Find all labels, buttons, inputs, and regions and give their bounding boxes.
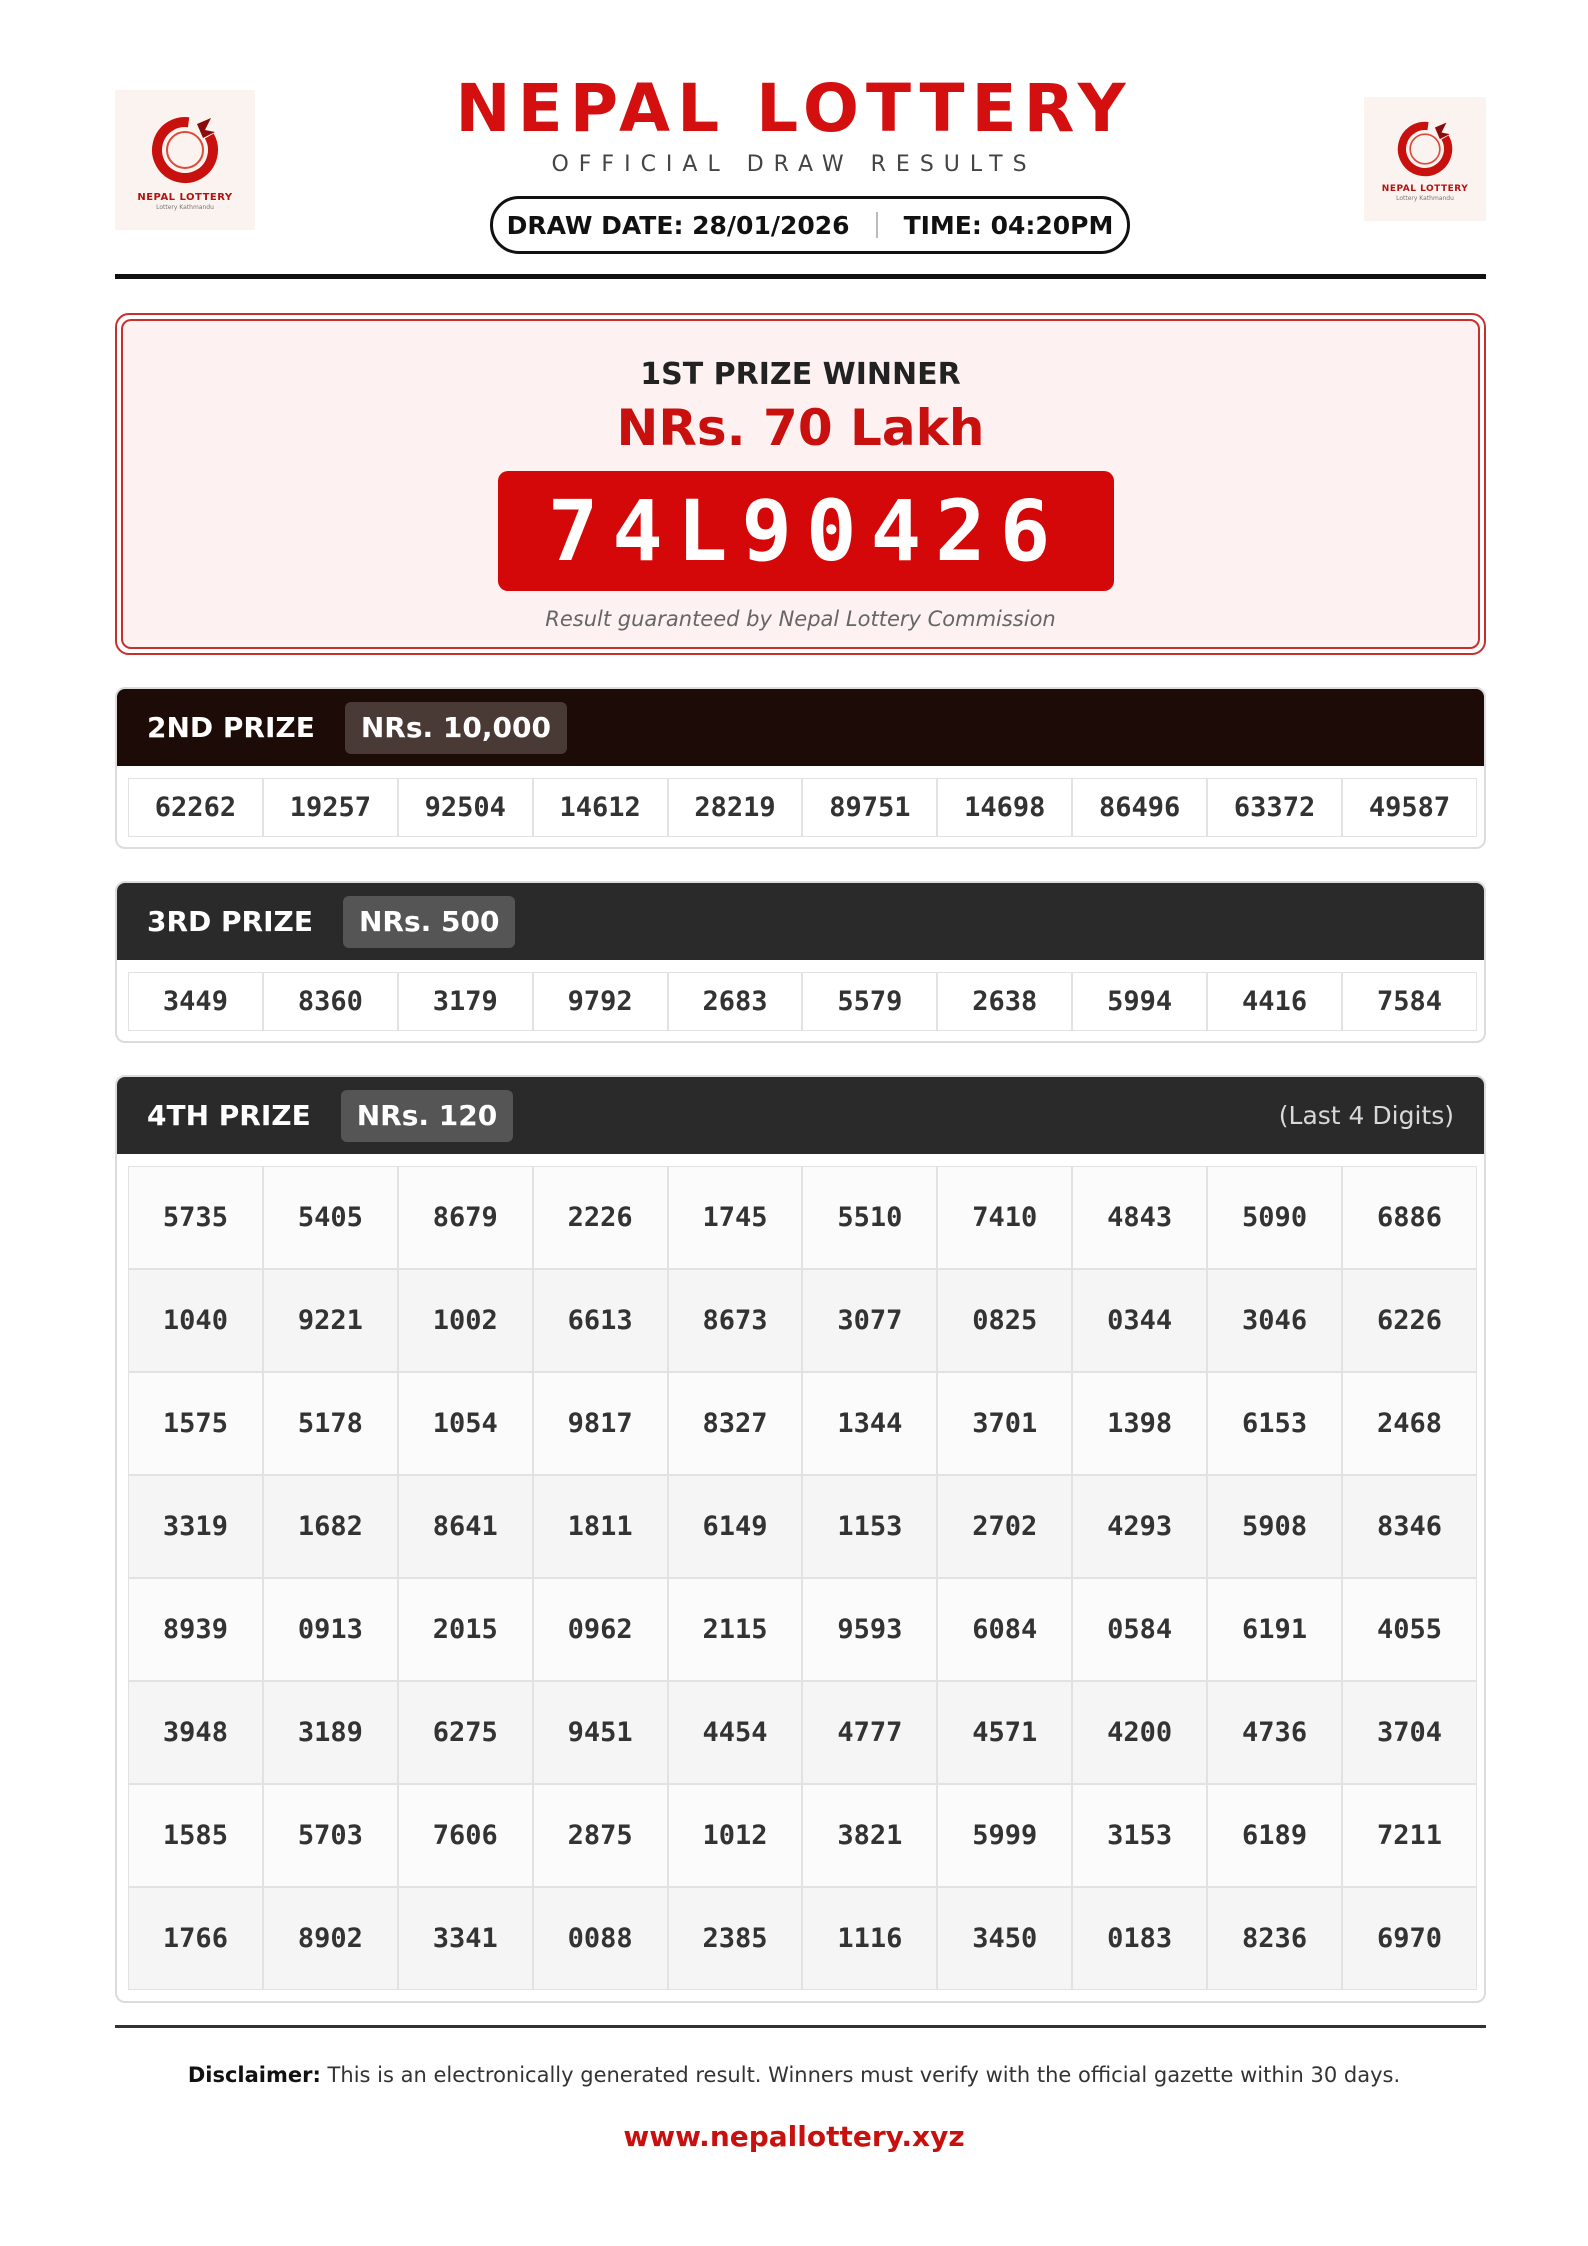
number-cell: 0584 [1072, 1578, 1207, 1681]
number-cell: 4777 [802, 1681, 937, 1784]
number-cell: 6189 [1207, 1784, 1342, 1887]
number-cell: 6970 [1342, 1887, 1477, 1990]
page-title: NEPAL LOTTERY [455, 70, 1133, 147]
first-prize-label: 1ST PRIZE WINNER [640, 357, 961, 392]
number-cell: 4416 [1207, 972, 1342, 1031]
number-cell: 2875 [533, 1784, 668, 1887]
website-link[interactable]: www.nepallottery.xyz [623, 2120, 965, 2153]
number-cell: 49587 [1342, 778, 1477, 837]
number-cell: 5908 [1207, 1475, 1342, 1578]
number-cell: 7606 [398, 1784, 533, 1887]
second-prize-label: 2ND PRIZE [147, 711, 315, 744]
number-cell: 6191 [1207, 1578, 1342, 1681]
number-cell: 6886 [1342, 1166, 1477, 1269]
number-cell: 3319 [128, 1475, 263, 1578]
number-cell: 5579 [802, 972, 937, 1031]
number-cell: 3821 [802, 1784, 937, 1887]
number-cell: 6149 [668, 1475, 803, 1578]
number-cell: 3046 [1207, 1269, 1342, 1372]
number-cell: 0183 [1072, 1887, 1207, 1990]
number-cell: 6084 [937, 1578, 1072, 1681]
number-cell: 14698 [937, 778, 1072, 837]
number-cell: 2702 [937, 1475, 1072, 1578]
fourth-prize-section [115, 1075, 1486, 2003]
number-cell: 5405 [263, 1166, 398, 1269]
first-prize-number-box [498, 471, 1114, 591]
number-cell: 9792 [533, 972, 668, 1031]
fourth-prize-label: 4TH PRIZE [147, 1099, 311, 1132]
fourth-prize-grid [128, 1166, 1477, 1990]
number-cell: 4454 [668, 1681, 803, 1784]
number-cell: 6613 [533, 1269, 668, 1372]
number-cell: 9593 [802, 1578, 937, 1681]
number-cell: 86496 [1072, 778, 1207, 837]
number-cell: 0825 [937, 1269, 1072, 1372]
disclaimer [0, 2063, 1588, 2087]
number-cell: 2385 [668, 1887, 803, 1990]
first-prize-number: 74L90426 [547, 482, 1065, 580]
second-prize-header [117, 689, 1484, 766]
number-cell: 0088 [533, 1887, 668, 1990]
draw-time: TIME: 04:20PM [903, 210, 1114, 240]
number-cell: 4571 [937, 1681, 1072, 1784]
number-cell: 0913 [263, 1578, 398, 1681]
logo-text: NEPAL LOTTERY [1381, 184, 1469, 194]
third-prize-grid [128, 972, 1477, 1031]
number-cell: 3341 [398, 1887, 533, 1990]
draw-date: DRAW DATE: 28/01/2026 [506, 210, 850, 240]
number-cell: 1766 [128, 1887, 263, 1990]
number-cell: 5994 [1072, 972, 1207, 1031]
first-prize-amount: NRs. 70 Lakh [616, 399, 985, 457]
number-cell: 5510 [802, 1166, 937, 1269]
first-prize-inner [121, 319, 1480, 649]
number-cell: 4843 [1072, 1166, 1207, 1269]
number-cell: 3948 [128, 1681, 263, 1784]
number-cell: 8902 [263, 1887, 398, 1990]
page-subtitle: OFFICIAL DRAW RESULTS [551, 152, 1037, 177]
number-cell: 2683 [668, 972, 803, 1031]
number-cell: 6226 [1342, 1269, 1477, 1372]
number-cell: 2015 [398, 1578, 533, 1681]
number-cell: 6275 [398, 1681, 533, 1784]
number-cell: 4055 [1342, 1578, 1477, 1681]
number-cell: 14612 [533, 778, 668, 837]
number-cell: 9221 [263, 1269, 398, 1372]
first-prize-note: Result guaranteed by Nepal Lottery Commission [545, 607, 1056, 631]
number-cell: 5735 [128, 1166, 263, 1269]
number-cell: 0962 [533, 1578, 668, 1681]
number-cell: 1054 [398, 1372, 533, 1475]
logo-subtext: Lottery Kathmandu [156, 203, 214, 211]
number-cell: 89751 [802, 778, 937, 837]
number-cell: 1002 [398, 1269, 533, 1372]
number-cell: 62262 [128, 778, 263, 837]
number-cell: 1585 [128, 1784, 263, 1887]
number-cell: 1116 [802, 1887, 937, 1990]
draw-date-pill [490, 196, 1130, 254]
number-cell: 2638 [937, 972, 1072, 1031]
third-prize-header [117, 883, 1484, 960]
number-cell: 9817 [533, 1372, 668, 1475]
number-cell: 3450 [937, 1887, 1072, 1990]
number-cell: 6153 [1207, 1372, 1342, 1475]
number-cell: 1344 [802, 1372, 937, 1475]
number-cell: 5999 [937, 1784, 1072, 1887]
number-cell: 8641 [398, 1475, 533, 1578]
number-cell: 7584 [1342, 972, 1477, 1031]
number-cell: 5178 [263, 1372, 398, 1475]
number-cell: 1012 [668, 1784, 803, 1887]
number-cell: 2468 [1342, 1372, 1477, 1475]
disclaimer-text: This is an electronically generated result. Winners must verify with the official gazette within 30 days. [320, 2063, 1401, 2087]
number-cell: 7410 [937, 1166, 1072, 1269]
number-cell: 8236 [1207, 1887, 1342, 1990]
number-cell: 5703 [263, 1784, 398, 1887]
number-cell: 1040 [128, 1269, 263, 1372]
number-cell: 4200 [1072, 1681, 1207, 1784]
number-cell: 1811 [533, 1475, 668, 1578]
third-prize-label: 3RD PRIZE [147, 905, 313, 938]
number-cell: 1682 [263, 1475, 398, 1578]
fourth-prize-amount: NRs. 120 [341, 1090, 514, 1142]
number-cell: 3179 [398, 972, 533, 1031]
number-cell: 3449 [128, 972, 263, 1031]
number-cell: 8360 [263, 972, 398, 1031]
number-cell: 4736 [1207, 1681, 1342, 1784]
second-prize-grid [128, 778, 1477, 837]
footer-rule [115, 2025, 1486, 2028]
number-cell: 1575 [128, 1372, 263, 1475]
number-cell: 8673 [668, 1269, 803, 1372]
fourth-prize-note: (Last 4 Digits) [1278, 1101, 1454, 1130]
number-cell: 4293 [1072, 1475, 1207, 1578]
number-cell: 9451 [533, 1681, 668, 1784]
number-cell: 0344 [1072, 1269, 1207, 1372]
number-cell: 8327 [668, 1372, 803, 1475]
number-cell: 3704 [1342, 1681, 1477, 1784]
number-cell: 19257 [263, 778, 398, 837]
number-cell: 1398 [1072, 1372, 1207, 1475]
number-cell: 7211 [1342, 1784, 1477, 1887]
number-cell: 8939 [128, 1578, 263, 1681]
number-cell: 3189 [263, 1681, 398, 1784]
number-cell: 2226 [533, 1166, 668, 1269]
number-cell: 2115 [668, 1578, 803, 1681]
fourth-prize-header [117, 1077, 1484, 1154]
number-cell: 8346 [1342, 1475, 1477, 1578]
first-prize-card [115, 313, 1486, 655]
disclaimer-label: Disclaimer: [187, 2063, 321, 2087]
number-cell: 92504 [398, 778, 533, 837]
third-prize-section [115, 881, 1486, 1043]
number-cell: 5090 [1207, 1166, 1342, 1269]
number-cell: 28219 [668, 778, 803, 837]
logo-text: NEPAL LOTTERY [137, 191, 233, 203]
number-cell: 3153 [1072, 1784, 1207, 1887]
logo-subtext: Lottery Kathmandu [1396, 195, 1454, 202]
number-cell: 3077 [802, 1269, 937, 1372]
number-cell: 1153 [802, 1475, 937, 1578]
number-cell: 1745 [668, 1166, 803, 1269]
header-rule [115, 274, 1486, 279]
divider [876, 212, 878, 238]
number-cell: 3701 [937, 1372, 1072, 1475]
second-prize-section [115, 687, 1486, 849]
number-cell: 63372 [1207, 778, 1342, 837]
second-prize-amount: NRs. 10,000 [345, 702, 567, 754]
third-prize-amount: NRs. 500 [343, 896, 516, 948]
number-cell: 8679 [398, 1166, 533, 1269]
